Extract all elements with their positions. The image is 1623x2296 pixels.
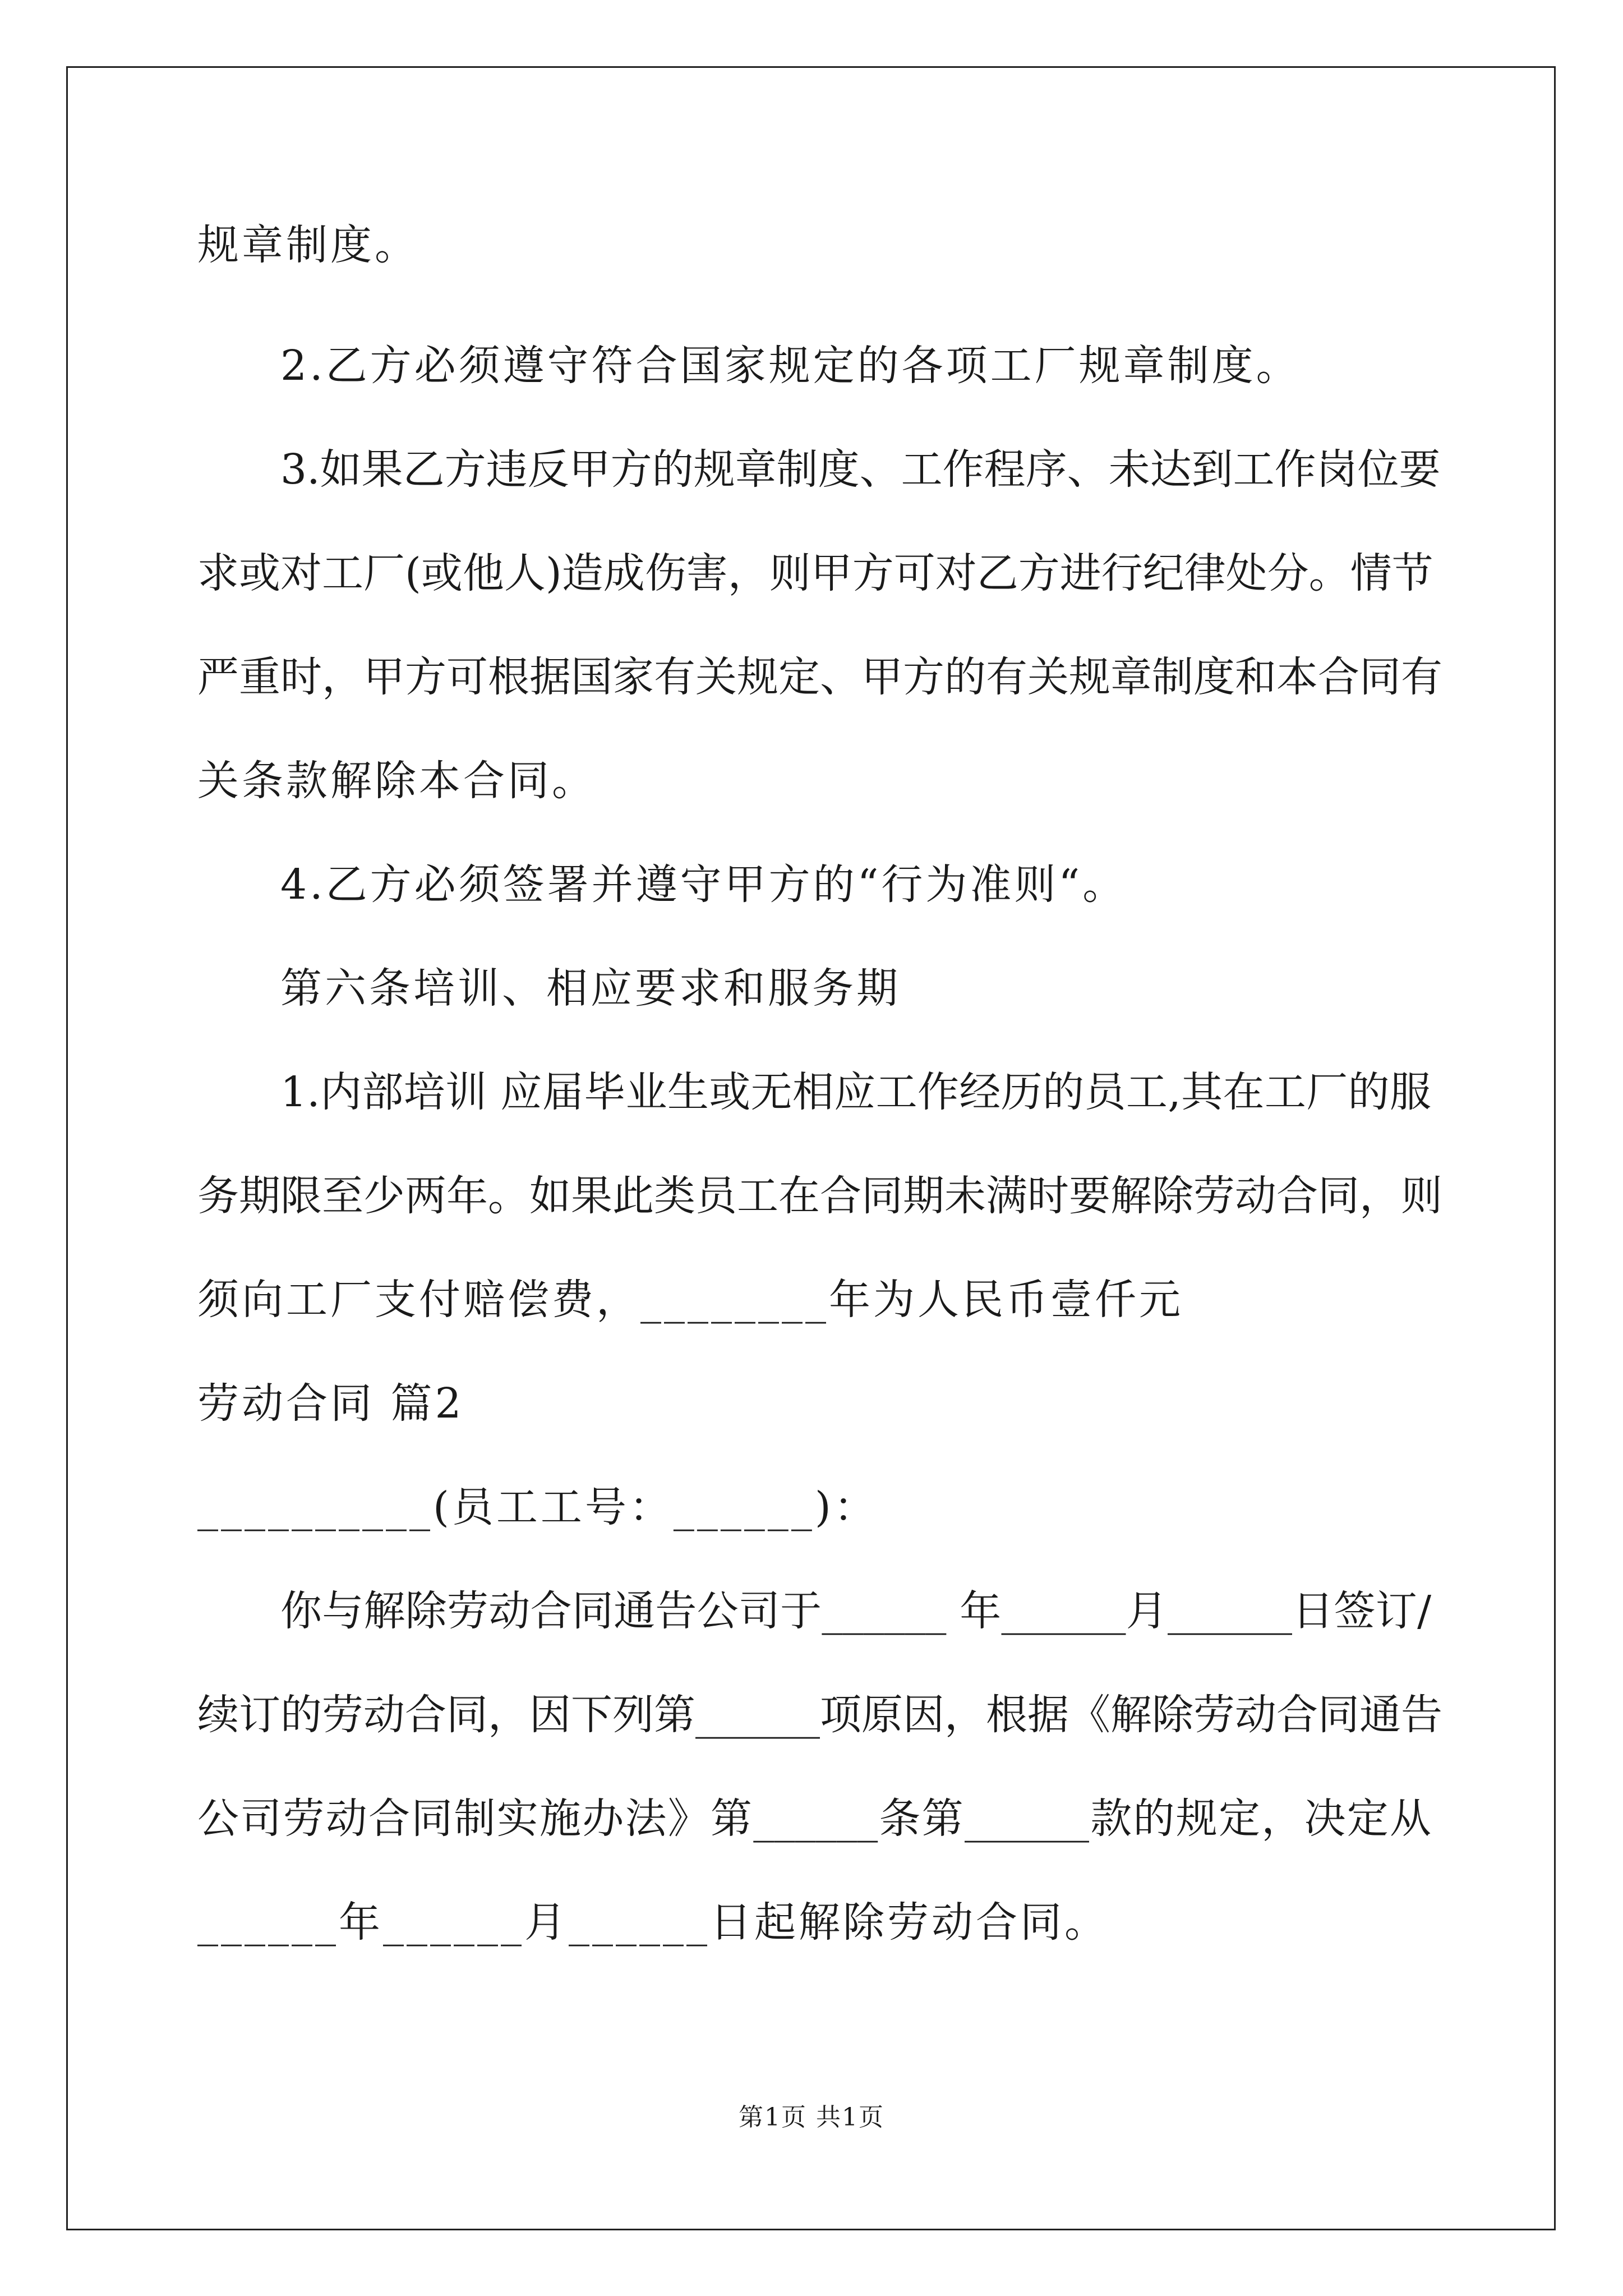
text-line: 关条款解除本合同。 [197,757,596,805]
text-line: 2.乙方必须遵守符合国家规定的各项工厂规章制度。 [280,342,1301,390]
text-line: 公司劳动合同制实施办法》第______条第______款的规定，决定从 [197,1795,1431,1843]
text-line: __________(员工工号：______)： [197,1483,878,1531]
page-footer: 第1页 共1页 [739,2103,884,2132]
text-line: 4.乙方必须签署并遵守甲方的“行为准则“。 [280,861,1127,909]
text-line: 3.如果乙方违反甲方的规章制度、工作程序、未达到工作岗位要 [280,445,1441,494]
text-line: 规章制度。 [197,221,419,269]
section-heading: 第六条培训、相应要求和服务期 [280,964,901,1013]
text-line: 务期限至少两年。如果此类员工在合同期未满时要解除劳动合同，则 [197,1172,1442,1220]
text-line: 1.内部培训 应届毕业生或无相应工作经历的员工,其在工厂的服 [280,1068,1431,1116]
section-heading: 劳动合同 篇2 [197,1379,464,1428]
text-line: 严重时，甲方可根据国家有关规定、甲方的有关规章制度和本合同有 [197,653,1442,701]
text-line: 你与解除劳动合同通告公司于______ 年______月______日签订/ [280,1587,1431,1635]
text-line: 续订的劳动合同，因下列第______项原因，根据《解除劳动合同通告 [197,1691,1442,1739]
text-line: 求或对工厂(或他人)造成伤害，则甲方可对乙方进行纪律处分。情节 [197,549,1433,597]
text-line: ______年______月______日起解除劳动合同。 [197,1898,1109,1947]
text-line: 须向工厂支付赔偿费，________年为人民币壹仟元 [197,1276,1183,1324]
